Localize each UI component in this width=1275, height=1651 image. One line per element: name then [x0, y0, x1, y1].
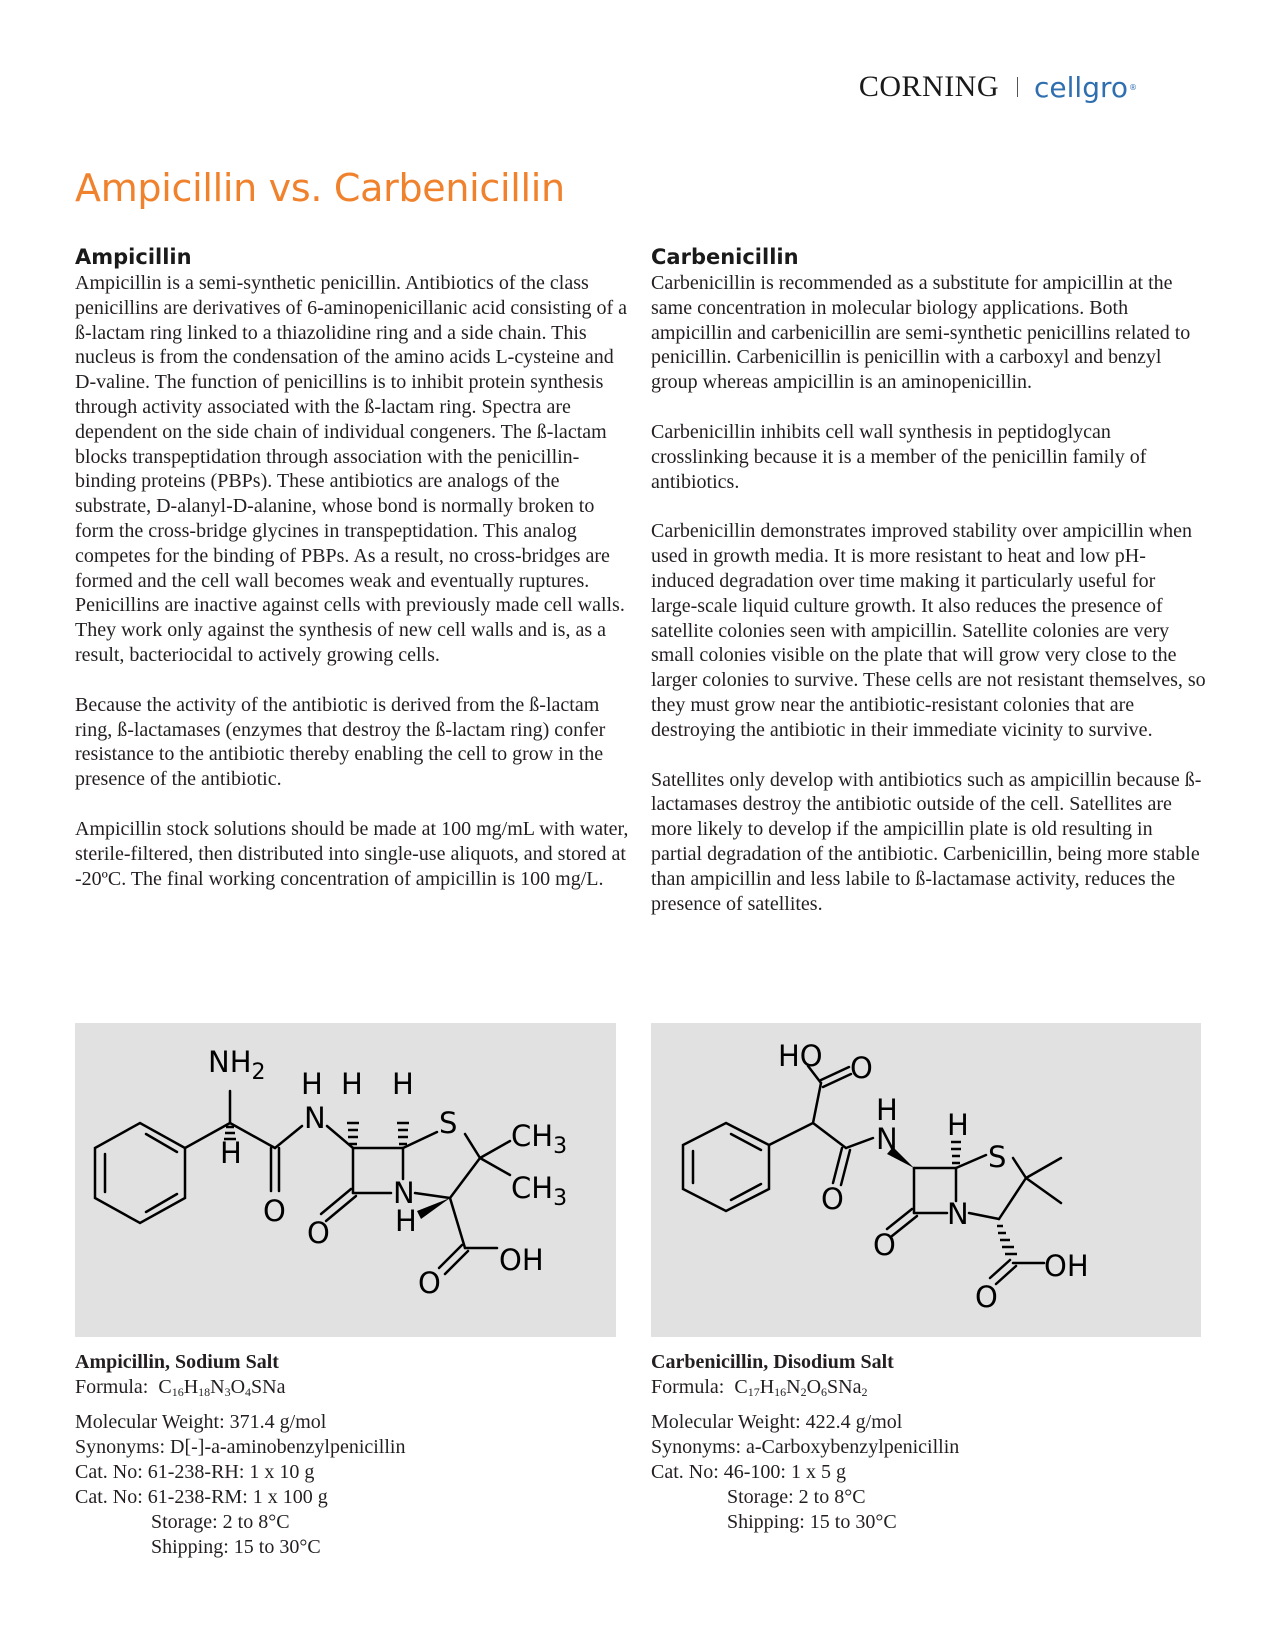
carbenicillin-h-label: H	[876, 1093, 898, 1127]
carbenicillin-oh-label: OH	[1044, 1249, 1089, 1283]
ampicillin-h-label: H	[395, 1204, 417, 1238]
formula-subscript: 3	[224, 1385, 231, 1399]
ampicillin-structure	[75, 1023, 616, 1337]
ampicillin-h-label: H	[341, 1067, 363, 1101]
ampicillin-column	[75, 245, 630, 916]
formula-element: SNa	[827, 1376, 862, 1398]
ampicillin-h-label: H	[301, 1067, 323, 1101]
carbenicillin-bond	[956, 1155, 986, 1168]
carbenicillin-o-label: O	[975, 1280, 998, 1314]
carbenicillin-carbonyl-bond	[841, 1150, 850, 1185]
ampicillin-carbonyl-bond	[439, 1245, 462, 1268]
ampicillin-bond	[480, 1158, 510, 1175]
carbenicillin-aromatic-bond	[731, 1134, 761, 1150]
carbenicillin-structure	[651, 1023, 1201, 1337]
ampicillin-heading: Ampicillin	[75, 245, 192, 269]
ampicillin-n-label: N	[304, 1101, 326, 1135]
ampicillin-bond	[450, 1158, 480, 1198]
carbenicillin-paragraph-1: Carbenicillin is recommended as a substitute for ampicillin at the same concentration in molecular biology applications. Both ampicillin and carbenicillin are semi-synthetic penicillins related to penicillin. Carbenicillin is penicillin with a carboxyl and benzyl group whereas ampicillin is an aminopenicillin.	[651, 272, 1191, 394]
ampicillin-storage: Storage: 2 to 8°C	[151, 1511, 290, 1533]
ampicillin-carbonyl-bond	[321, 1189, 351, 1214]
carbenicillin-paragraph-2: Carbenicillin inhibits cell wall synthesis in peptidoglycan crosslinking because it is a member of the penicillin family of antibiotics.	[651, 420, 1147, 493]
formula-subscript: 2	[861, 1385, 868, 1399]
ampicillin-bond	[275, 1126, 302, 1148]
ampicillin-bond	[480, 1141, 510, 1158]
ampicillin-benzene-ring	[95, 1123, 185, 1223]
carbenicillin-o-label: O	[821, 1182, 844, 1216]
carbenicillin-shipping: Shipping: 15 to 30°C	[727, 1511, 897, 1533]
carbenicillin-bond	[769, 1123, 813, 1145]
formula-label: Formula:	[651, 1376, 725, 1398]
carbenicillin-carbonyl-bond	[887, 1209, 912, 1229]
carbenicillin-product-info	[651, 1350, 1206, 1535]
carbenicillin-aromatic-bond	[731, 1184, 761, 1200]
ampicillin-bond	[465, 1134, 480, 1158]
carbenicillin-synonyms: Synonyms: a-Carboxybenzylpenicillin	[651, 1436, 960, 1458]
ampicillin-product-name: Ampicillin, Sodium Salt	[75, 1351, 279, 1373]
formula-element: C	[734, 1376, 748, 1398]
carbenicillin-n-label: N	[947, 1197, 969, 1231]
carbenicillin-bond	[999, 1178, 1026, 1219]
ampicillin-carbonyl-bond	[445, 1251, 468, 1274]
formula-element: H	[183, 1376, 199, 1398]
formula-subscript: 18	[198, 1385, 211, 1399]
ampicillin-nh2-label: $NH_2$	[208, 1045, 266, 1085]
ampicillin-ch3-label: $CH_3$	[511, 1171, 568, 1211]
ampicillin-formula	[75, 1375, 630, 1400]
ampicillin-product-info	[75, 1350, 630, 1560]
formula-subscript: 16	[774, 1385, 787, 1399]
page-title: Ampicillin vs. Carbenicillin	[75, 166, 565, 210]
ampicillin-paragraph-2: Because the activity of the antibiotic is derived from the ß-lactam ring, ß-lactamases (enzymes that destroy the ß-lactam ring) confer resistance to the antibiotic thereby enabling the cell to grow in the presence of the antibiotic.	[75, 693, 606, 791]
ampicillin-o-label: O	[263, 1194, 286, 1228]
ampicillin-synonyms: Synonyms: D[-]-a-aminobenzylpenicillin	[75, 1436, 406, 1458]
carbenicillin-bond	[813, 1083, 821, 1123]
ampicillin-bond	[415, 1193, 450, 1198]
ampicillin-ch3-label: $CH_3$	[511, 1119, 568, 1159]
carbenicillin-column	[651, 245, 1206, 941]
logo-divider	[1017, 77, 1018, 97]
corning-cellgro-logo	[859, 70, 1137, 104]
ampicillin-cat-no: Cat. No: 61-238-RM: 1 x 100 g	[75, 1486, 328, 1508]
carbenicillin-structure-drawing	[651, 1023, 1201, 1337]
formula-element: SNa	[251, 1376, 286, 1398]
carbenicillin-formula	[651, 1375, 1206, 1400]
carbenicillin-paragraph-3: Carbenicillin demonstrates improved stability over ampicillin when used in growth media. It is more resistant to heat and low pH- induced degradation over time making it particularly useful for large-scale liquid culture growth. It also reduces the presence of satellite colonies seen with ampicillin. Satellite colonies are very small colonies visible on the plate that will grow very close to the larger colonies to survive. These cells are not resistant themselves, so they must grow near the antibiotic-resistant colonies that are destroying the antibiotic in their immediate vicinity to survive.	[651, 520, 1206, 741]
corning-wordmark: CORNING	[858, 70, 1000, 103]
carbenicillin-product-name: Carbenicillin, Disodium Salt	[651, 1351, 894, 1373]
carbenicillin-molecular-weight: Molecular Weight: 422.4 g/mol	[651, 1411, 903, 1433]
carbenicillin-h-label: H	[947, 1108, 969, 1142]
ampicillin-shipping: Shipping: 15 to 30°C	[151, 1536, 321, 1558]
formula-subscript: 17	[747, 1385, 760, 1399]
ampicillin-structure-drawing	[75, 1023, 616, 1337]
carbenicillin-bond	[846, 1138, 873, 1148]
carbenicillin-cat-no: Cat. No: 46-100: 1 x 5 g	[651, 1461, 846, 1483]
ampicillin-carbonyl-bond	[326, 1196, 356, 1221]
formula-subscript: 4	[245, 1385, 252, 1399]
carbenicillin-n-label: N	[876, 1122, 898, 1156]
carbenicillin-bond	[1013, 1158, 1026, 1178]
ampicillin-molecular-weight: Molecular Weight: 371.4 g/mol	[75, 1411, 327, 1433]
ampicillin-paragraph-1: Ampicillin is a semi-synthetic penicillin. Antibiotics of the class penicillins are derivatives of 6-aminopenicillanic acid consisting of a ß-lactam ring linked to a thiazolidine ring and a side chain. This nucleus is from the condensation of the amino acids L-cysteine and D-valine. The function of penicillins is to inhibit protein synthesis through activity associated with the ß-lactam ring. Spectra are dependent on the side chain of individual congeners. The ß-lactam blocks transpeptidation through association with the penicillin-binding proteins (PBPs). These antibiotics are analogs of the substrate, D-alanyl-D-alanine, whose bond is normally broken to form the cross-bridge glycines in transpeptidation. This analog competes for the binding of PBPs. As a result, no cross-bridges are formed and the cell wall becomes weak and eventually ruptures. Penicillins are inactive against cells with previously made cell walls. They work only against the synthesis of new cell walls and is, as a result, bacteriocidal to actively growing cells.	[75, 272, 628, 666]
carbenicillin-o-label: O	[873, 1228, 896, 1262]
formula-element: H	[759, 1376, 775, 1398]
ampicillin-n-label: N	[393, 1176, 415, 1210]
carbenicillin-heading: Carbenicillin	[651, 245, 799, 269]
ampicillin-s-label: S	[439, 1106, 458, 1140]
ampicillin-oh-label: OH	[499, 1243, 544, 1277]
ampicillin-aromatic-bond	[146, 1194, 177, 1212]
carbenicillin-o-label: O	[850, 1051, 873, 1085]
ampicillin-h-label: H	[220, 1136, 242, 1170]
carbenicillin-paragraph-4: Satellites only develop with antibiotics such as ampicillin because ß-lactamases destroy the antibiotic outside of the cell. Satellites are more likely to develop if the ampicillin plate is old resulting in partial degradation of the antibiotic. Carbenicillin, being more stable than ampicillin and less labile to ß-lactamase activity, reduces the presence of satellites.	[651, 768, 1202, 915]
carbenicillin-bond	[969, 1213, 999, 1219]
carbenicillin-ho-label: HO	[778, 1039, 823, 1073]
formula-element: C	[158, 1376, 172, 1398]
ampicillin-wedge-bond	[417, 1198, 450, 1219]
ampicillin-cat-no: Cat. No: 61-238-RH: 1 x 10 g	[75, 1461, 315, 1483]
ampicillin-paragraph-3: Ampicillin stock solutions should be made at 100 mg/mL with water, sterile-filtered, then distributed into single-use aliquots, and stored at -20ºC. The final working concentration of ampicillin is 100 mg/L.	[75, 817, 629, 890]
carbenicillin-carbonyl-bond	[833, 1148, 842, 1183]
carbenicillin-bond	[813, 1123, 846, 1148]
registered-mark: ®	[1129, 82, 1137, 92]
carbenicillin-benzene-ring	[683, 1123, 769, 1211]
ampicillin-bond	[450, 1198, 465, 1248]
ampicillin-o-label: O	[418, 1266, 441, 1300]
formula-element: N	[786, 1376, 801, 1398]
carbenicillin-s-label: S	[988, 1140, 1007, 1174]
formula-subscript: 6	[821, 1385, 828, 1399]
carbenicillin-bond	[1026, 1158, 1061, 1178]
ampicillin-o-label: O	[307, 1216, 330, 1250]
carbenicillin-bond	[1026, 1178, 1061, 1203]
carbenicillin-storage: Storage: 2 to 8°C	[727, 1486, 866, 1508]
formula-subscript: 16	[171, 1385, 184, 1399]
formula-subscript: 2	[800, 1385, 807, 1399]
formula-element: O	[806, 1376, 822, 1398]
formula-element: O	[230, 1376, 246, 1398]
ampicillin-bond	[403, 1132, 437, 1148]
ampicillin-aromatic-bond	[146, 1134, 177, 1152]
formula-label: Formula:	[75, 1376, 149, 1398]
formula-element: N	[210, 1376, 225, 1398]
ampicillin-h-label: H	[392, 1067, 414, 1101]
cellgro-wordmark: cellgro	[1034, 70, 1128, 104]
